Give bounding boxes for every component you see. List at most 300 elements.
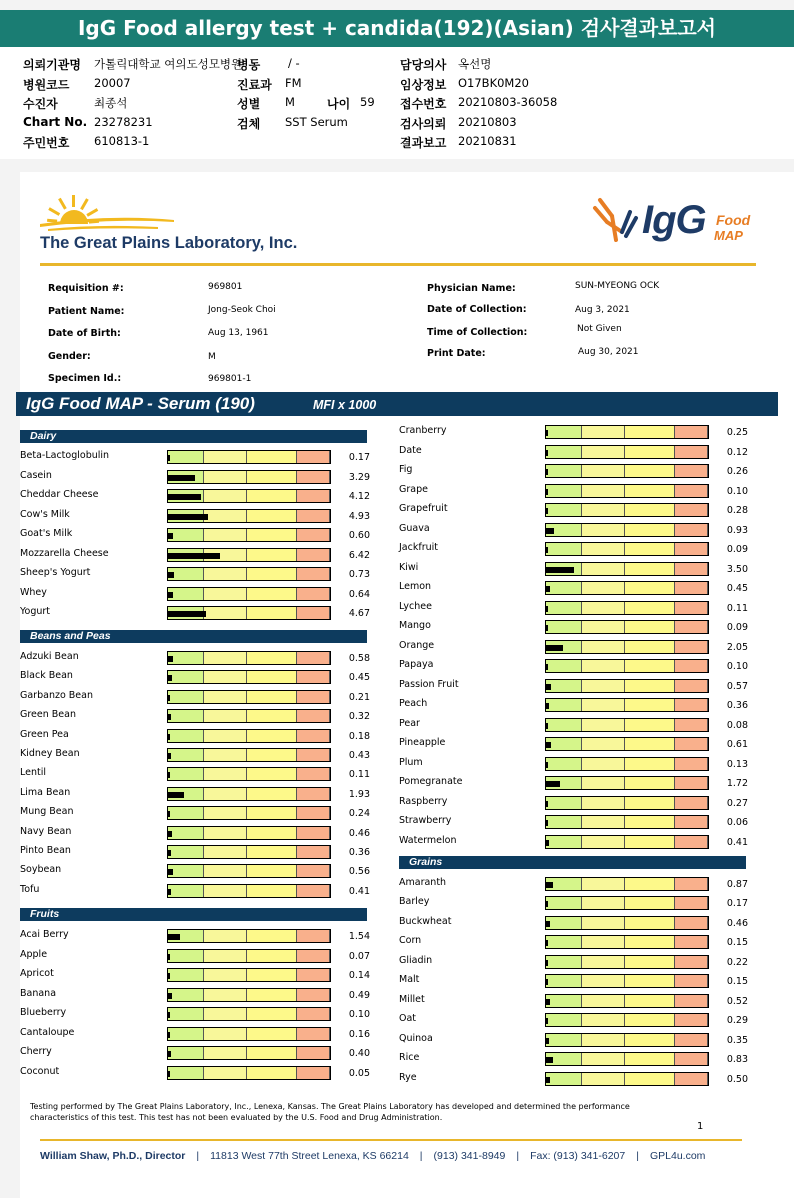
bar-zone (297, 989, 330, 1001)
result-bar (167, 806, 331, 820)
sun-logo-icon (38, 190, 178, 236)
bar-zone (168, 451, 204, 463)
disclaimer-text: Testing performed by The Great Plains Laboratory, Inc., Lenexa, Kansas. The Great Plains Laboratory has developed and determined the performance characteristics of this test. This test has not been evaluated by the U.S. Food and Drug Administration. (30, 1102, 630, 1122)
result-bar (167, 949, 331, 963)
bar-zone (582, 1053, 625, 1065)
bar-zone (297, 768, 330, 780)
bar-zone (546, 602, 582, 614)
bar-zone (168, 950, 204, 962)
bar-zone (675, 504, 708, 516)
result-bar (167, 606, 331, 620)
food-value: 6.42 (348, 549, 370, 561)
bar-zone (546, 699, 582, 711)
requisition-label: Requisition #: (48, 283, 124, 294)
bar-zone (297, 529, 330, 541)
result-bar (545, 776, 709, 790)
result-bar-fill (546, 1038, 549, 1044)
bar-zone (204, 730, 247, 742)
result-bar-fill (546, 1018, 548, 1024)
food-name: Pinto Bean (20, 845, 71, 856)
bar-zone (625, 995, 675, 1007)
food-name: Jackfruit (399, 542, 438, 553)
food-value: 0.32 (348, 711, 370, 723)
bar-zone (204, 1028, 247, 1040)
food-name: Sheep's Yogurt (20, 567, 91, 578)
food-name: Orange (399, 639, 435, 651)
bar-zone (582, 524, 625, 536)
bar-zone (582, 995, 625, 1007)
bar-zone (247, 588, 297, 600)
food-value: 0.09 (726, 544, 748, 555)
bar-zone (582, 680, 625, 692)
bar-zone (204, 885, 247, 897)
result-bar (545, 1052, 709, 1066)
report-value: 20210831 (458, 134, 517, 148)
bar-zone (625, 446, 675, 458)
bar-zone (204, 788, 247, 800)
bar-zone (675, 660, 708, 672)
bar-zone (582, 641, 625, 653)
food-value: 0.05 (348, 1067, 370, 1079)
bar-zone (546, 917, 582, 929)
food-name: Barley (399, 896, 430, 908)
lab-fax: Fax: (913) 341-6207 (530, 1150, 626, 1162)
result-bar (167, 787, 331, 801)
bar-zone (546, 1034, 582, 1046)
bar-zone (625, 641, 675, 653)
food-name: Kidney Bean (20, 748, 80, 759)
bar-zone (204, 950, 247, 962)
result-bar (545, 1072, 709, 1086)
food-row (399, 1072, 753, 1088)
bar-zone (582, 975, 625, 987)
bar-zone (168, 969, 204, 981)
food-row (20, 767, 375, 783)
bar-zone (297, 451, 330, 463)
request-label: 검사의뢰 (400, 117, 447, 131)
food-value: 0.52 (726, 995, 748, 1007)
food-name: Mung Bean (20, 806, 74, 818)
dept-label: 진료과 (237, 78, 272, 92)
food-name: Oat (399, 1013, 417, 1025)
food-row (20, 949, 375, 965)
food-value: 3.50 (726, 563, 748, 575)
bar-zone (546, 758, 582, 770)
food-row (399, 620, 753, 636)
result-bar (545, 542, 709, 556)
bar-zone (297, 671, 330, 683)
bar-zone (297, 807, 330, 819)
bar-zone (247, 969, 297, 981)
result-bar-fill (546, 820, 548, 826)
food-value: 0.64 (348, 588, 370, 600)
food-name: Casein (20, 469, 52, 481)
food-value: 0.93 (726, 524, 748, 536)
food-value: 4.93 (348, 510, 370, 522)
bar-zone (675, 446, 708, 458)
result-bar-fill (168, 475, 195, 481)
dob-value: Aug 13, 1961 (208, 328, 269, 338)
bar-zone (297, 1067, 330, 1079)
bar-zone (675, 777, 708, 789)
food-row (20, 1066, 375, 1082)
food-row (399, 601, 753, 617)
bar-zone (675, 1073, 708, 1085)
food-value: 0.13 (726, 758, 748, 770)
bar-zone (204, 969, 247, 981)
result-bar-fill (168, 611, 206, 617)
result-bar-fill (168, 811, 170, 817)
bar-zone (546, 680, 582, 692)
food-name: Apricot (20, 968, 54, 979)
bar-zone (675, 543, 708, 555)
food-name: Buckwheat (399, 915, 452, 927)
bar-zone (625, 680, 675, 692)
result-bar-fill (168, 455, 170, 461)
bar-zone (204, 588, 247, 600)
bar-zone (204, 1008, 247, 1020)
result-bar (167, 1027, 331, 1041)
category-grains: Grains (399, 856, 746, 869)
food-value: 0.15 (726, 937, 748, 949)
food-value: 0.08 (726, 719, 748, 731)
bar-zone (675, 836, 708, 848)
food-value: 0.10 (726, 661, 748, 672)
bar-zone (297, 652, 330, 664)
bar-zone (582, 758, 625, 770)
bar-zone (297, 1008, 330, 1020)
bar-zone (675, 956, 708, 968)
result-bar-fill (168, 1071, 170, 1077)
result-bar (167, 489, 331, 503)
food-name: Cow's Milk (20, 508, 70, 520)
food-row (399, 523, 753, 539)
bar-zone (546, 660, 582, 672)
food-name: Papaya (399, 659, 434, 670)
result-bar-fill (168, 553, 220, 559)
result-bar (167, 864, 331, 878)
result-bar (167, 845, 331, 859)
footer-divider (40, 1139, 742, 1141)
result-bar-fill (546, 528, 554, 534)
bar-zone (247, 846, 297, 858)
map-logo-text: MAP (714, 228, 743, 243)
bar-zone (247, 788, 297, 800)
bar-zone (546, 995, 582, 1007)
section-header (16, 392, 778, 416)
food-row (20, 690, 375, 706)
bar-zone (297, 749, 330, 761)
bar-zone (546, 816, 582, 828)
result-bar-fill (168, 850, 171, 856)
footer-contact: William Shaw, Ph.D., Director | 11813 West 77th Street Lenexa, KS 66214 | (913) 341-8949 | Fax: (913) 341-6207 | GPL4u.com (40, 1150, 706, 1162)
bar-zone (546, 975, 582, 987)
food-row (20, 806, 375, 822)
food-row (399, 835, 753, 851)
collection-time-label: Time of Collection: (427, 327, 528, 338)
specimen-id-label: Specimen Id.: (48, 373, 122, 384)
bar-zone (582, 738, 625, 750)
result-bar (167, 1066, 331, 1080)
bar-zone (546, 621, 582, 633)
food-name: Apple (20, 948, 48, 960)
result-bar (545, 916, 709, 930)
result-bar (545, 896, 709, 910)
bar-zone (582, 446, 625, 458)
bar-zone (582, 543, 625, 555)
bar-zone (625, 660, 675, 672)
result-bar (167, 748, 331, 762)
lab-address: 11813 West 77th Street Lenexa, KS 66214 (210, 1150, 409, 1162)
bar-zone (247, 529, 297, 541)
result-bar-fill (168, 533, 173, 539)
result-bar (167, 1046, 331, 1060)
bar-zone (204, 846, 247, 858)
result-bar-fill (546, 508, 548, 514)
food-name: Strawberry (399, 815, 452, 826)
food-name: Pineapple (399, 737, 446, 748)
food-row (399, 562, 753, 578)
result-bar-fill (546, 999, 550, 1005)
bar-zone (675, 563, 708, 575)
bar-zone (297, 607, 330, 619)
food-row (399, 757, 753, 773)
result-bar-fill (546, 489, 548, 495)
bar-zone (247, 989, 297, 1001)
bar-zone (546, 719, 582, 731)
bar-zone (204, 710, 247, 722)
bar-zone (297, 471, 330, 483)
food-value: 0.46 (726, 917, 748, 929)
bar-zone (625, 465, 675, 477)
food-value: 0.07 (348, 950, 370, 962)
bar-zone (582, 485, 625, 497)
food-name: Date (399, 444, 422, 456)
food-name: Malt (399, 974, 420, 986)
food-name: Lychee (399, 600, 432, 612)
food-row (399, 659, 753, 675)
bar-zone (582, 719, 625, 731)
food-row (20, 709, 375, 725)
bar-zone (625, 816, 675, 828)
result-bar-fill (546, 547, 548, 553)
food-row (20, 884, 375, 900)
food-row (399, 896, 753, 912)
result-bar-fill (546, 1057, 553, 1063)
bar-zone (247, 1047, 297, 1059)
result-bar-fill (168, 695, 170, 701)
food-name: Peach (399, 698, 428, 709)
food-value: 0.24 (348, 808, 370, 820)
food-name: Green Pea (20, 728, 69, 740)
bar-zone (582, 878, 625, 890)
bar-zone (247, 930, 297, 942)
food-value: 0.16 (348, 1028, 370, 1040)
bar-zone (675, 797, 708, 809)
food-value: 0.45 (726, 583, 748, 594)
food-row (20, 651, 375, 667)
food-value: 0.45 (348, 672, 370, 684)
bar-zone (204, 865, 247, 877)
food-name: Garbanzo Bean (20, 689, 93, 701)
food-value: 0.36 (348, 847, 370, 858)
gender-value: M (208, 352, 216, 362)
bar-zone (204, 471, 247, 483)
result-bar (167, 528, 331, 542)
result-bar (167, 509, 331, 523)
section-unit: MFI x 1000 (313, 398, 377, 412)
food-row (20, 787, 375, 803)
bar-zone (247, 1067, 297, 1079)
result-bar (545, 620, 709, 634)
food-row (20, 470, 375, 486)
bar-zone (675, 917, 708, 929)
bar-zone (168, 1067, 204, 1079)
food-value: 0.17 (348, 452, 370, 463)
food-name: Lima Bean (20, 786, 71, 798)
collection-time-value: Not Given (577, 324, 622, 334)
bar-zone (168, 768, 204, 780)
bar-zone (204, 607, 247, 619)
bar-zone (625, 777, 675, 789)
lab-website: GPL4u.com (649, 1150, 706, 1162)
bar-zone (247, 807, 297, 819)
bar-zone (247, 568, 297, 580)
food-value: 0.40 (348, 1048, 370, 1059)
food-name: Fig (399, 464, 413, 475)
result-bar-fill (546, 901, 548, 907)
food-row (20, 528, 375, 544)
food-row (20, 1027, 375, 1043)
bar-zone (297, 730, 330, 742)
bar-zone (168, 1047, 204, 1059)
bar-zone (675, 582, 708, 594)
bar-zone (675, 975, 708, 987)
bar-zone (297, 691, 330, 703)
specimen-id-value: 969801-1 (208, 374, 252, 384)
bar-zone (297, 510, 330, 522)
bar-zone (625, 936, 675, 948)
food-value: 0.60 (348, 530, 370, 541)
food-row (399, 503, 753, 519)
bar-zone (247, 1008, 297, 1020)
bar-zone (204, 529, 247, 541)
food-name: Raspberry (399, 795, 448, 807)
bar-zone (546, 956, 582, 968)
bar-zone (582, 816, 625, 828)
result-bar (167, 988, 331, 1002)
result-bar (545, 757, 709, 771)
bar-zone (675, 465, 708, 477)
bar-zone (168, 807, 204, 819)
code-value: 20007 (94, 76, 131, 90)
bar-zone (582, 582, 625, 594)
bar-zone (675, 641, 708, 653)
bar-zone (625, 897, 675, 909)
bar-zone (675, 738, 708, 750)
result-bar (545, 601, 709, 615)
bar-zone (625, 878, 675, 890)
food-row (20, 988, 375, 1004)
result-bar-fill (546, 940, 548, 946)
bar-zone (625, 485, 675, 497)
result-bar (545, 737, 709, 751)
collector-value: 최종석 (94, 96, 128, 110)
bar-zone (625, 797, 675, 809)
food-row (20, 450, 375, 466)
food-row (20, 729, 375, 745)
bar-zone (297, 490, 330, 502)
food-value: 0.09 (726, 622, 748, 633)
bar-zone (582, 602, 625, 614)
bar-zone (546, 485, 582, 497)
result-bar (545, 994, 709, 1008)
food-value: 0.06 (726, 817, 748, 828)
bar-zone (297, 865, 330, 877)
result-bar-fill (168, 714, 171, 720)
bar-zone (625, 1073, 675, 1085)
result-bar-fill (546, 625, 548, 631)
food-value: 0.35 (726, 1034, 748, 1046)
bar-zone (204, 652, 247, 664)
result-bar-fill (546, 921, 550, 927)
request-value: 20210803 (458, 115, 517, 129)
bar-zone (247, 691, 297, 703)
bar-zone (625, 543, 675, 555)
bar-zone (204, 989, 247, 1001)
food-value: 0.41 (348, 885, 370, 897)
bar-zone (247, 607, 297, 619)
bar-zone (625, 738, 675, 750)
ward-label: 병동 (237, 58, 261, 72)
bar-zone (675, 719, 708, 731)
food-value: 0.49 (348, 989, 370, 1001)
result-bar (545, 464, 709, 478)
result-bar-fill (546, 960, 548, 966)
food-row (399, 542, 753, 558)
result-bar-fill (168, 934, 180, 940)
result-bar-fill (168, 1051, 171, 1057)
food-name: Soybean (20, 864, 62, 876)
chart-label: Chart No. (23, 115, 88, 129)
bar-zone (247, 1028, 297, 1040)
result-bar-fill (546, 723, 548, 729)
food-value: 0.12 (726, 446, 748, 458)
bar-zone (675, 816, 708, 828)
food-row (399, 484, 753, 500)
bar-zone (675, 426, 708, 438)
bar-zone (247, 471, 297, 483)
bar-zone (204, 807, 247, 819)
food-name: Black Bean (20, 670, 73, 682)
food-row (20, 748, 375, 764)
food-value: 2.05 (726, 641, 748, 653)
bar-zone (247, 490, 297, 502)
bar-zone (625, 582, 675, 594)
result-bar (545, 562, 709, 576)
food-name: Quinoa (399, 1032, 433, 1044)
food-row (20, 1046, 375, 1062)
food-row (399, 698, 753, 714)
bar-zone (675, 758, 708, 770)
patient-name-label: Patient Name: (48, 306, 125, 317)
result-bar-fill (168, 572, 174, 578)
doctor-value: 옥선명 (458, 57, 492, 71)
bar-zone (297, 710, 330, 722)
page-number: 1 (697, 1121, 704, 1132)
result-bar (545, 640, 709, 654)
food-value: 0.14 (348, 970, 370, 981)
